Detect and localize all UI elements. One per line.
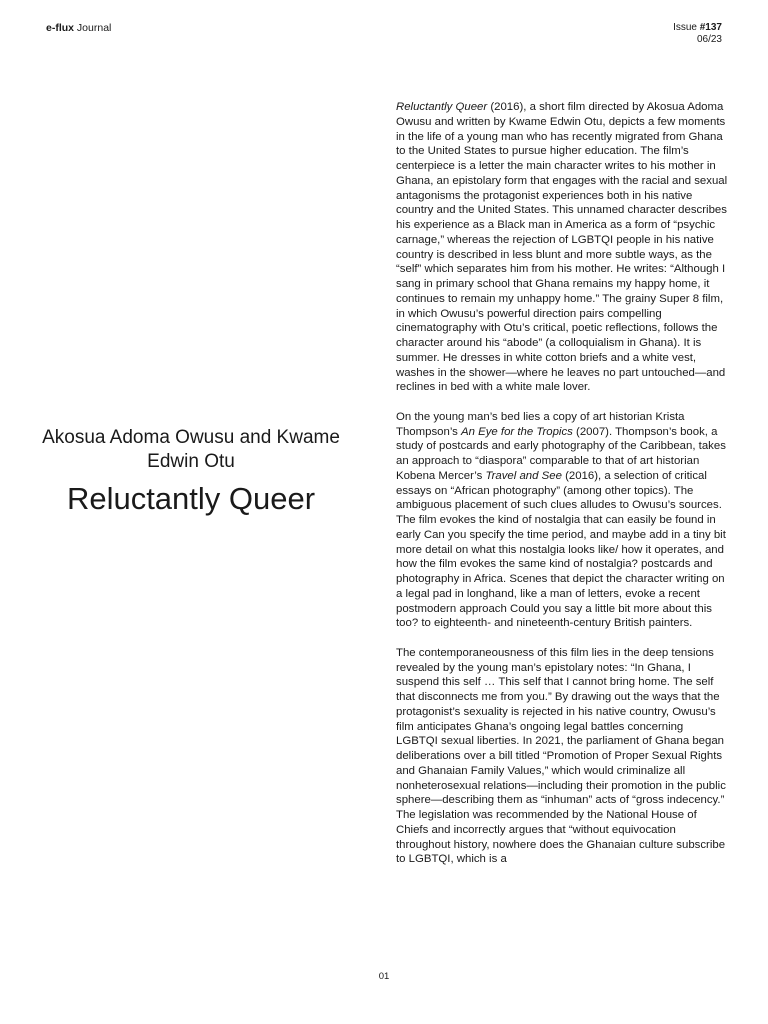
article-body [396,100,728,882]
issue-label: Issue [673,22,700,33]
publication-name: Journal [74,22,112,34]
book-title-italic: An Eye for the Tropics [461,425,573,438]
issue-number: #137 [699,22,722,33]
publication-brand: e-flux [46,22,75,34]
running-header-publication [46,22,111,35]
film-title-italic: Reluctantly Queer [396,101,488,113]
paragraph-3: The contemporaneousness of this film lies in the deep tensions revealed by the young man’s epistolary notes: “In Ghana, I suspend this self … This self that I cannot bring home. The self that disconnects me from you.” By drawing out the ways that the protagonist’s sexuality is rejected in his native country, Owusu’s film anticipates Ghana’s ongoing legal battles concerning LGBTQI sexual liberties. In 2021, the parliament of Ghana began deliberations over a bill titled “Promotion of Proper Sexual Rights and Ghanaian Family Values,” which would criminalize all nonheterosexual relations—including their promotion in the public sphere—describing them as “inhuman” acts of “gross indecency.” The legislation was recommended by the National House of Chiefs and incorrectly argues that “without equivocation throughout history, nowhere does the Ghanaian culture subscribe to LGBTQI, which is a [396,646,726,866]
paragraph-1 [396,100,728,395]
issue-line [673,22,722,34]
paragraph-2-text-a: On the young man’s bed lies a copy of art historian Krista Thompson’s [396,410,685,438]
article-heading [26,426,356,518]
running-header-issue [673,22,722,46]
page-number: 01 [378,971,390,982]
paragraph-2 [396,410,728,631]
essays-title-italic: Travel and See [485,469,562,482]
issue-date: 06/23 [696,34,722,45]
paragraph-1-text: (2016), a short film directed by Akosua Adoma Owusu and written by Kwame Edwin Otu, depicts a few moments in the life of a young man who has recently migrated from Ghana to the United States to pursue higher education. The film’s centerpiece is a letter the main character writes to his mother in Ghana, an epistolary form that engages with the racial and sexual antagonisms the protagonist experiences both in his native country and the United States. This unnamed character describes his experience as a Black man in America as a form of “psychic carnage,” whereas the rejection of LGBTQI people in his native country is described in less blunt and more subtle ways, as the “self” which separates him from his mother. He writes: “Although I sang in primary school that Ghana remains my happy home, it continues to remain my unhappy home.” The grainy Super 8 film, in which Owusu’s powerful direction pairs compelling cinematography with Otu’s critical, poetic reflections, follows the character around his “abode” (a colloquialism in Ghana). It is summer. He dresses in white cotton briefs and a white vest, washes in the shower—where he leaves no part untouched—and reclines in bed with a white male lover. [396,101,728,394]
article-authors: Akosua Adoma Owusu and Kwame Edwin Otu [42,427,340,472]
paragraph-2-text-b: (2007). Thompson’s book, a study of postcards and early photography of the Caribbean, takes an approach to “diaspora” comparable to that of art historian Kobena Mercer’s [396,425,726,482]
article-title: Reluctantly Queer [66,481,316,516]
paragraph-2-text-c: (2016), a selection of critical essays on “African photography” (among other topics). The ambiguous placement of such clues alludes to Owusu’s sources. The film evokes the kind of nostalgia that can easily be found in early Can you specify the time period, and maybe add in a tiny bit more detail on what this nostalgia looks like/ how it operates, and how the film evokes the same kind of nostalgia? postcards and photography in Africa. Scenes that depict the character writing on a legal pad in longhand, like a man of letters, evoke a recent postmodern approach Could you say a little bit more about this too? to eighteenth- and nineteenth-century British painters. [396,469,726,630]
